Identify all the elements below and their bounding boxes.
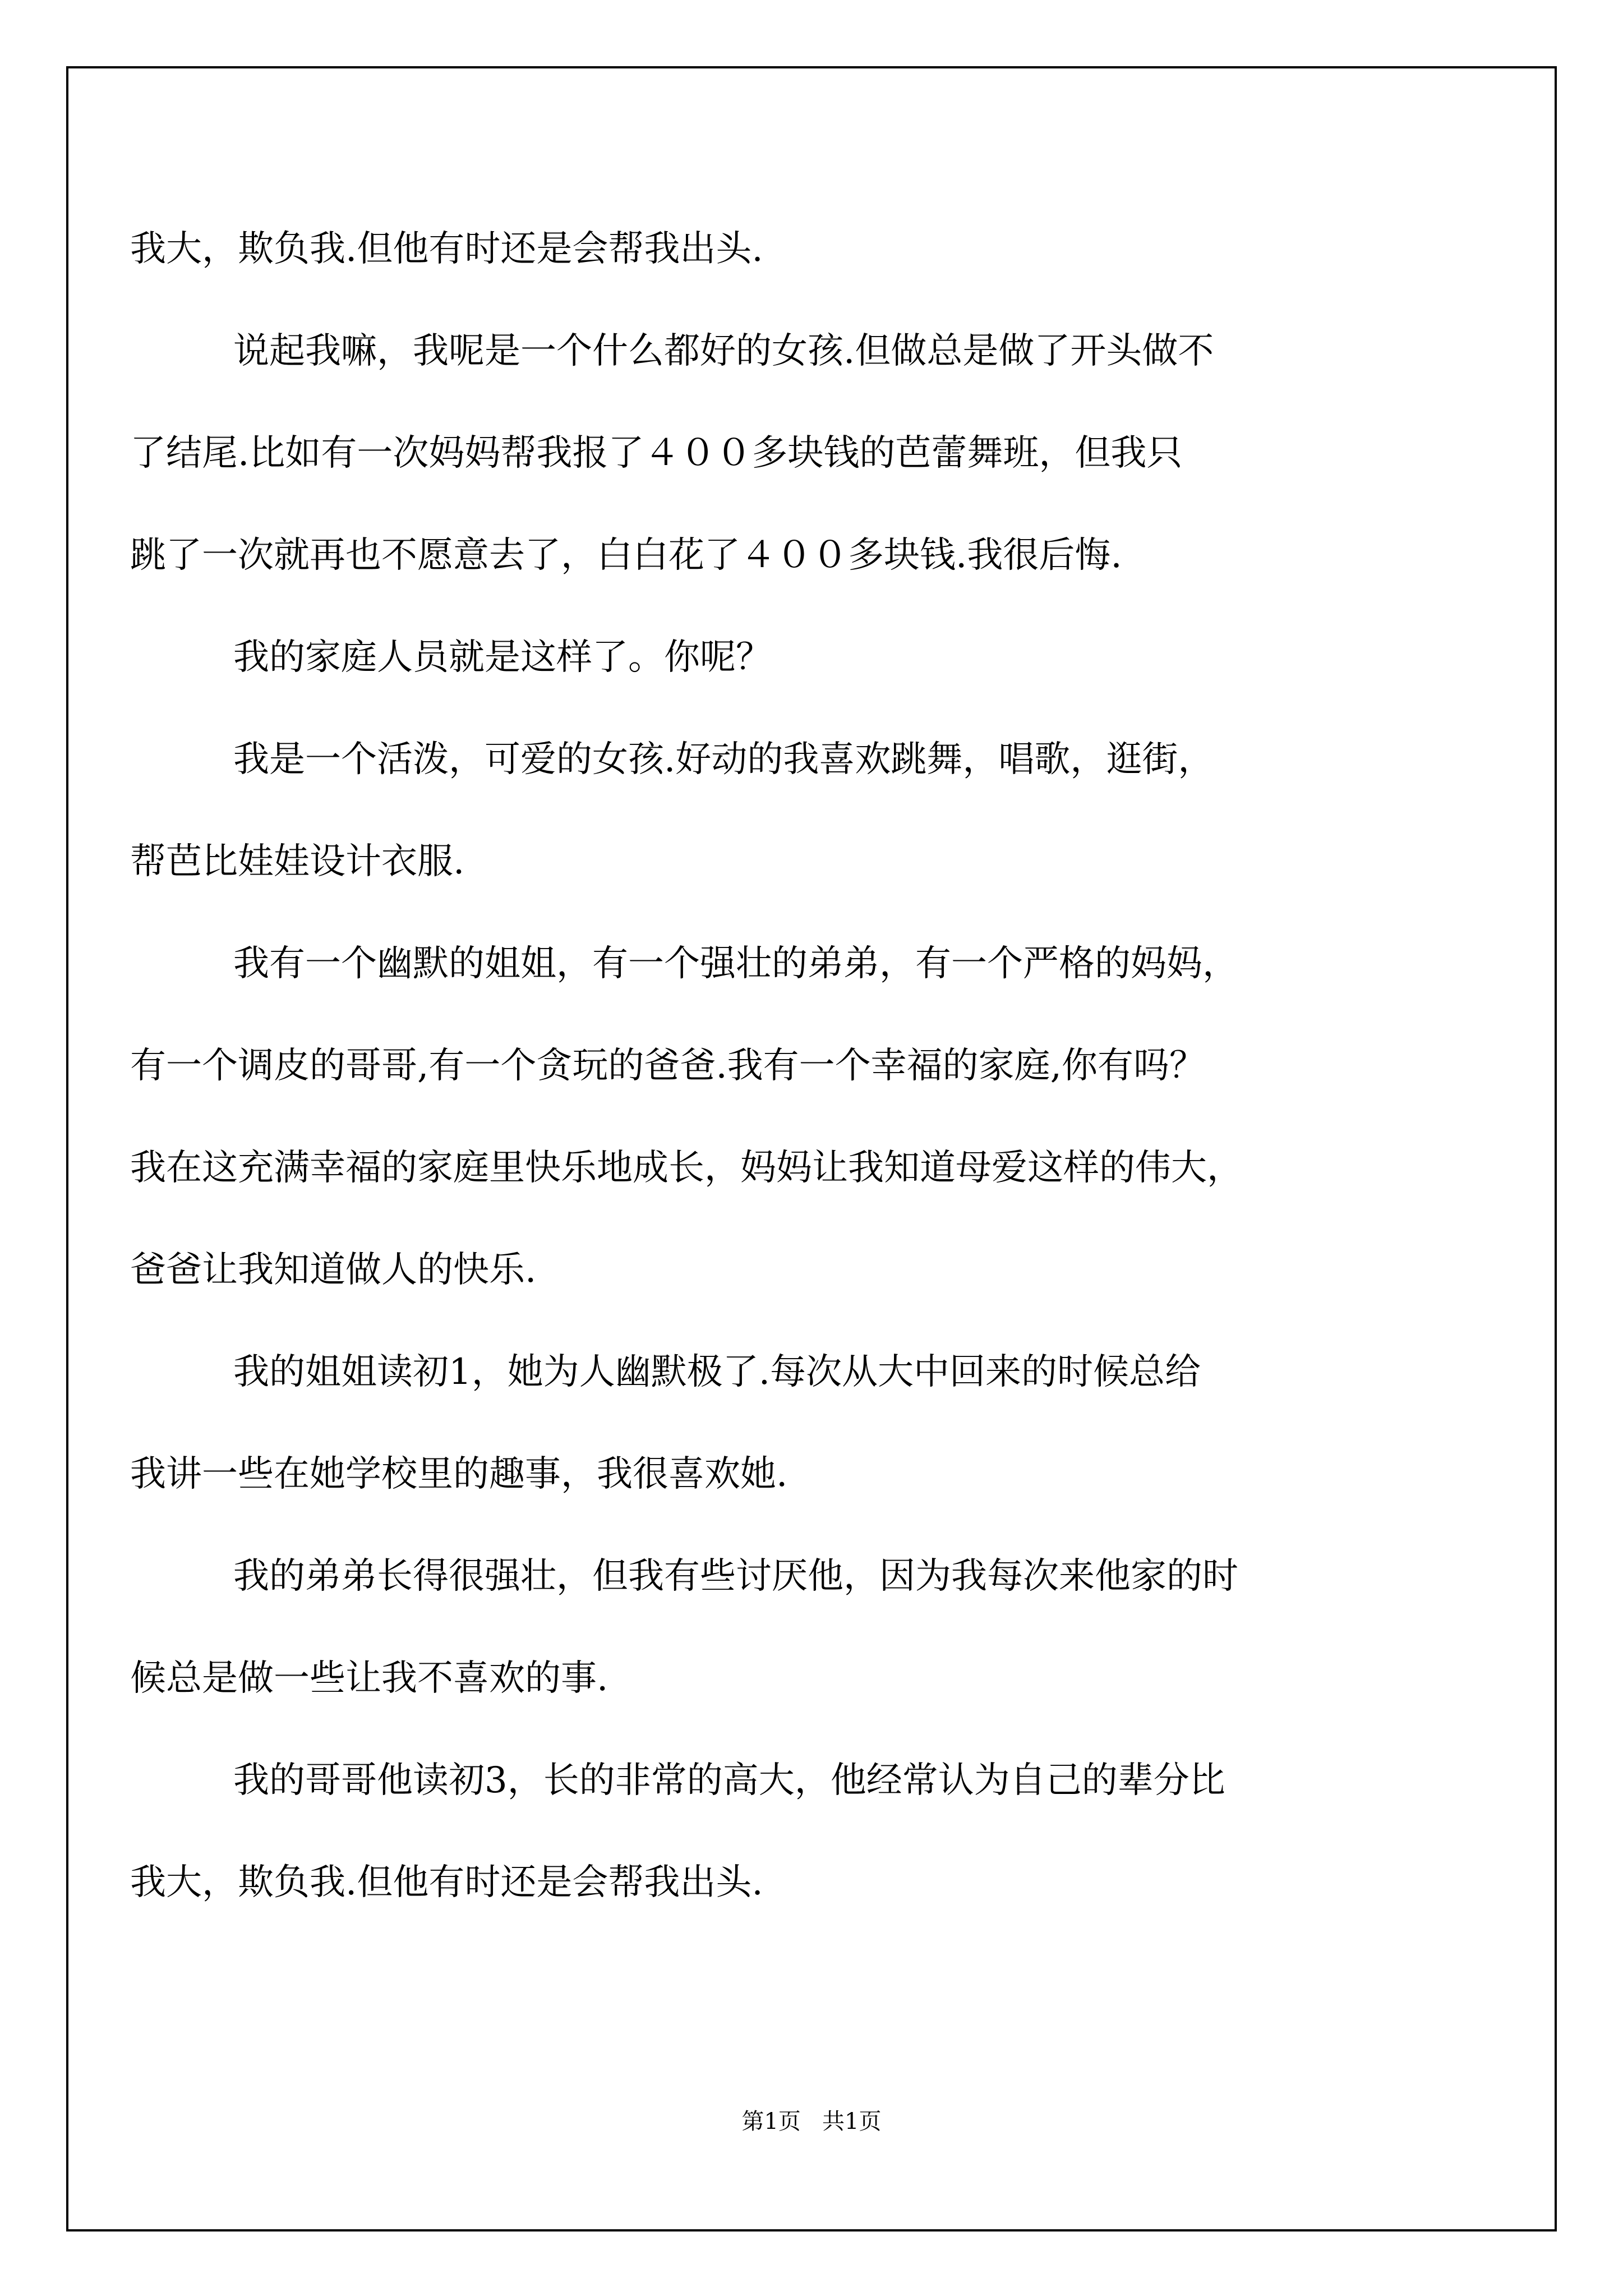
text-line: 候总是做一些让我不喜欢的事. xyxy=(130,1658,608,1699)
text-line: 有一个调皮的哥哥,有一个贪玩的爸爸.我有一个幸福的家庭,你有吗？ xyxy=(130,1045,1206,1087)
paragraph-line: 我有一个幽默的姐姐，有一个强壮的弟弟，有一个严格的妈妈， xyxy=(233,943,1238,984)
text-line: 我在这充满幸福的家庭里快乐地成长，妈妈让我知道母爱这样的伟大， xyxy=(130,1147,1243,1189)
paragraph-line: 我的弟弟长得很强壮，但我有些讨厌他，因为我每次来他家的时 xyxy=(233,1556,1238,1597)
text-line: 跳了一次就再也不愿意去了，白白花了４００多块钱.我很后悔. xyxy=(130,535,1122,576)
paragraph-line: 我的哥哥他读初3，长的非常的高大，他经常认为自己的辈分比 xyxy=(233,1760,1225,1801)
text-line: 我大，欺负我.但他有时还是会帮我出头. xyxy=(130,228,763,270)
paragraph-line: 我是一个活泼，可爱的女孩.好动的我喜欢跳舞，唱歌，逛街， xyxy=(233,739,1214,780)
paragraph-line: 我的家庭人员就是这样了。你呢？ xyxy=(233,637,772,678)
paragraph-line: 我的姐姐读初1，她为人幽默极了.每次从大中回来的时候总给 xyxy=(233,1351,1201,1393)
paragraph-line: 说起我嘛，我呢是一个什么都好的女孩.但做总是做了开头做不 xyxy=(233,330,1214,372)
text-line: 我讲一些在她学校里的趣事，我很喜欢她. xyxy=(130,1453,788,1495)
text-line: 了结尾.比如有一次妈妈帮我报了４００多块钱的芭蕾舞班，但我只 xyxy=(130,432,1183,474)
text-line: 帮芭比娃娃设计衣服. xyxy=(130,841,465,882)
text-line: 爸爸让我知道做人的快乐. xyxy=(130,1249,537,1291)
page-footer: 第1页 共1页 xyxy=(741,2109,882,2134)
text-line: 我大，欺负我.但他有时还是会帮我出头. xyxy=(130,1862,763,1903)
